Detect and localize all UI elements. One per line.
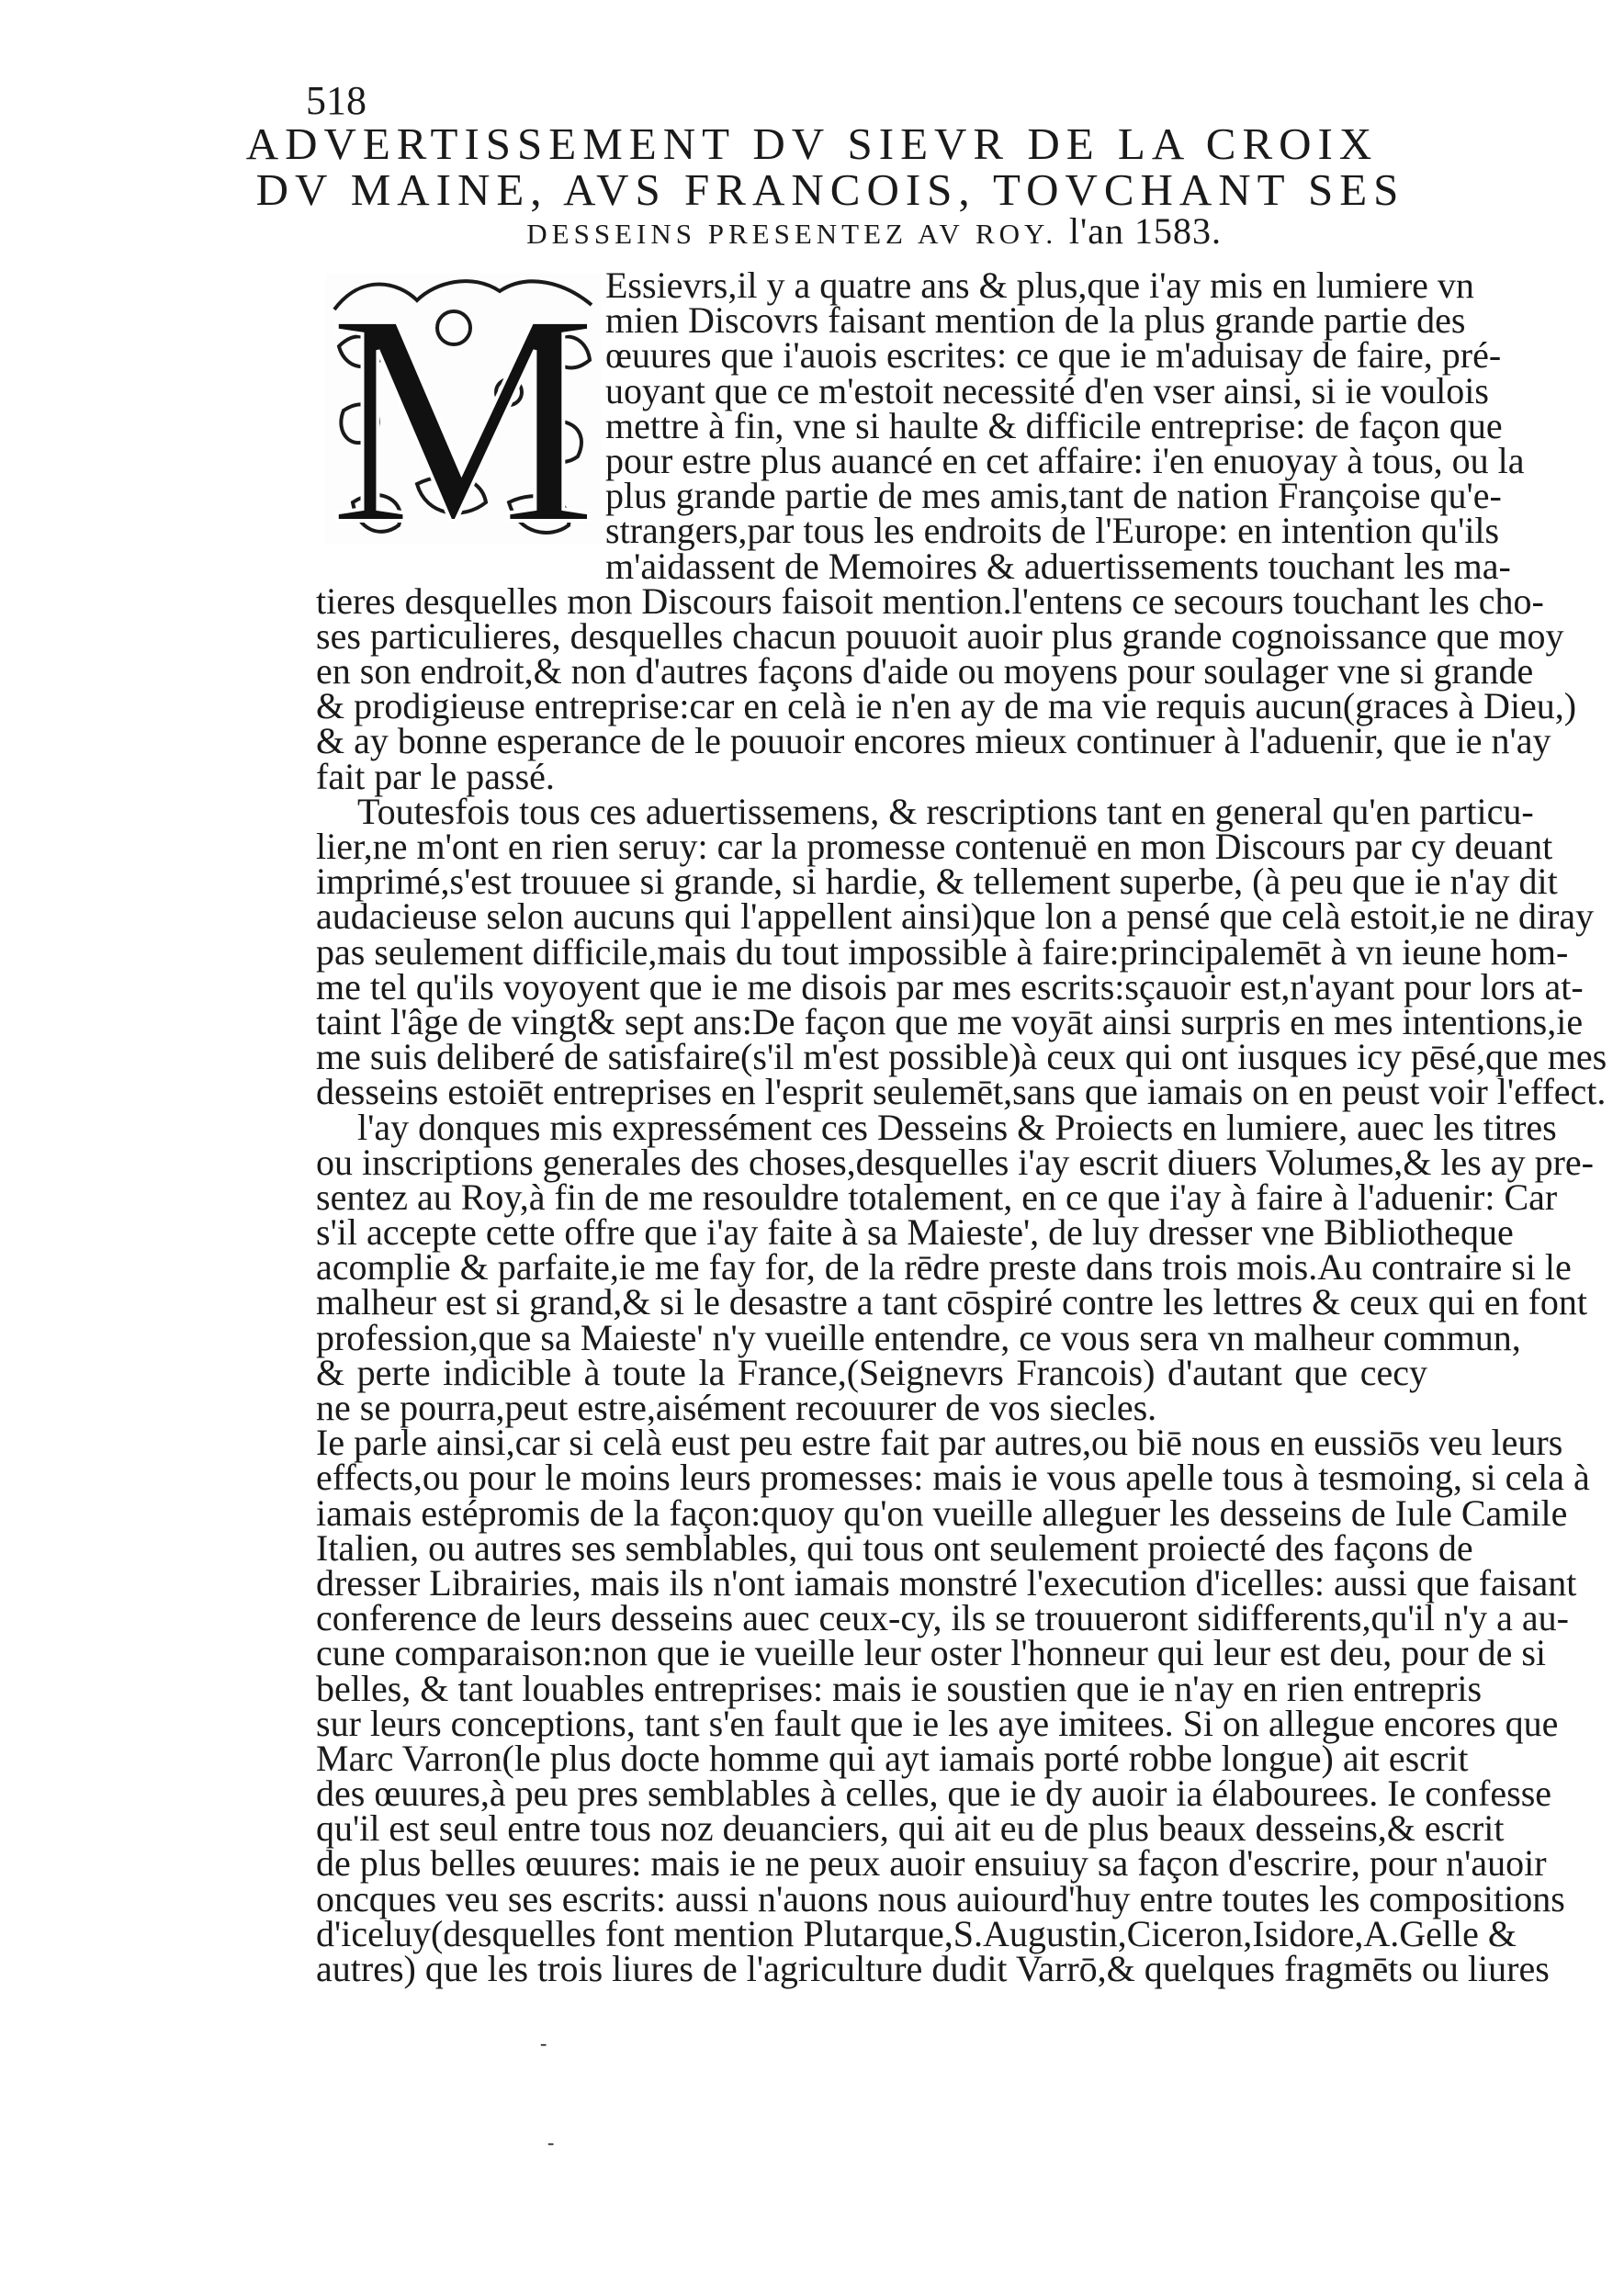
text-line: Toutesfois tous ces aduertissemens, & rescriptions tant en general qu'en particu- [357, 790, 1534, 832]
text-line: mettre à fin, vne si haulte & difficile entreprise: de façon que [605, 404, 1503, 446]
text-line: imprimé,s'est trouuee si grande, si hardie, & tellement superbe, (à peu que ie n'ay dit [316, 861, 1558, 903]
text-line: des œuures,à peu pres semblables à celles, que ie dy auoir ia élabourees. Ie confesse [316, 1773, 1552, 1815]
text-line: me suis deliberé de satisfaire(s'il m'est possible)à ceux qui ont iusques icy pēsé,que mes [316, 1036, 1607, 1078]
paragraph-1 [316, 264, 1577, 797]
text-line: audacieuse selon aucuns qui l'appellent ainsi)que lon a pensé que celà estoit,ie ne diray [316, 895, 1595, 938]
text-line: qu'il est seul entre tous noz deuanciers, qui ait eu de plus beaux desseins,& escrit [316, 1807, 1505, 1850]
text-line: pour estre plus auancé en cet affaire: i'en enuoyay à tous, ou la [605, 439, 1525, 481]
text-line: œuures que i'auois escrites: ce que ie m'aduisay de faire, pré- [605, 334, 1502, 377]
text-line: de plus belles œuures: mais ie ne peux auoir ensuiuy sa façon d'escrire, pour n'auoir [316, 1842, 1547, 1885]
heading-line-2: DV MAINE, AVS FRANCOIS, TOVCHANT SES [255, 164, 1405, 215]
paragraph-3 [316, 1106, 1594, 1428]
text-line: strangers,par tous les endroits de l'Europe: en intention qu'ils [605, 510, 1500, 552]
text-line: s'il accepte cette offre que i'ay faite à sa Maieste', de luy dresser vne Bibliotheque [316, 1211, 1514, 1254]
text-line: d'iceluy(desquelles font mention Plutarque,S.Augustin,Ciceron,Isidore,A.Gelle & [316, 1912, 1517, 1954]
text-line: me tel qu'ils voyoyent que ie me disois par mes escrits:sçauoir est,n'ayant pour lors at- [316, 965, 1584, 1007]
body-text [316, 264, 1607, 1989]
text-line: effects,ou pour le moins leurs promesses: mais ie vous apelle tous à tesmoing, si cela à [316, 1457, 1590, 1499]
text-line: oncques veu ses escrits: aussi n'auons nous auiourd'huy entre toutes les compositions [316, 1877, 1565, 1919]
paragraph-2 [316, 790, 1607, 1113]
heading-year: l'an 1583. [1068, 210, 1222, 252]
page-number: 518 [306, 78, 367, 123]
text-line: tieres desquelles mon Discours faisoit mention.l'entens ce secours touchant les cho- [316, 580, 1544, 622]
text-line: mien Discovrs faisant mention de la plus grande partie des [605, 299, 1466, 342]
text-line: ne se pourra,peut estre,aisément recouurer de vos siecles. [316, 1387, 1157, 1428]
text-line: dresser Librairies, mais ils n'ont iamais monstré l'execution d'icelles: aussi que faisant [316, 1561, 1577, 1604]
text-line: desseins estoiēt entreprises en l'esprit seulemēt,sans que iamais on en peust voir l'effect. [316, 1071, 1607, 1113]
heading-line-1: ADVERTISSEMENT DV SIEVR DE LA CROIX [245, 118, 1379, 169]
heading-line-3 [0, 209, 1222, 253]
dropcap-letter: M [328, 273, 598, 545]
text-line: iamais estépromis de la façon:quoy qu'on vueille alleguer les desseins de Iule Camile [316, 1491, 1568, 1534]
text-line: lier,ne m'ont en rien seruy: car la promesse contenuë en mon Discours par cy deuant [316, 826, 1553, 867]
text-line: pas seulement difficile,mais du tout impossible à faire:principalemēt à vn ieune hom- [316, 930, 1569, 973]
text-line: & ay bonne esperance de le pouuoir encores mieux continuer à l'aduenir, que ie n'ay [316, 720, 1551, 762]
text-line: Italien, ou autres ses semblables, qui tous ont seulement proiecté des façons de [316, 1526, 1473, 1569]
heading-line-3-text: DESSEINS PRESENTEZ AV ROY. [526, 218, 1058, 250]
text-line: en son endroit,& non d'autres façons d'aide ou moyens pour soulager vne si grande [316, 650, 1534, 692]
text-line: & perte indicible à toute la France,(Seignevrs Francois) d'autant que cecy [316, 1351, 1427, 1393]
text-line: sentez au Roy,à fin de me resouldre totalement, en ce que i'ay à faire à l'aduenir: Car [316, 1176, 1558, 1218]
text-line: uoyant que ce m'estoit necessité d'en vser ainsi, si ie voulois [605, 369, 1489, 411]
text-line: taint l'âge de vingt& sept ans:De façon que me voyāt ainsi surpris en mes intentions,ie [316, 1000, 1584, 1042]
text-line: ses particulieres, desquelles chacun pouuoit auoir plus grande cognoissance que moy [316, 614, 1564, 657]
text-line: autres) que les trois liures de l'agriculture dudit Varrō,& quelques fragmēts ou liures [316, 1948, 1550, 1989]
text-line: plus grande partie de mes amis,tant de nation Françoise qu'e- [605, 475, 1502, 517]
text-line: malheur est si grand,& si le desastre a tant cōspiré contre les lettres & ceux qui en font [316, 1281, 1588, 1323]
text-line: Marc Varron(le plus docte homme qui ayt iamais porté robbe longue) ait escrit [316, 1737, 1469, 1779]
text-line: Ie parle ainsi,car si celà eust peu estre fait par autres,ou biē nous en eussiōs veu leurs [316, 1422, 1563, 1464]
text-line: & prodigieuse entreprise:car en celà ie n'en ay de ma vie requis aucun(graces à Dieu,) [316, 685, 1577, 727]
text-line: Essievrs,il y a quatre ans & plus,que i'ay mis en lumiere vn [605, 264, 1474, 306]
text-line: cune comparaison:non que ie vueille leur oster l'honneur qui leur est deu, pour de si [316, 1632, 1547, 1674]
text-line: profession,que sa Maieste' n'y vueille entendre, ce vous sera vn malheur commun, [316, 1316, 1521, 1358]
text-line: fait par le passé. [316, 755, 555, 797]
text-line: conference de leurs desseins auec ceux-cy, ils se trouueront sidifferents,qu'il n'y a au- [316, 1597, 1569, 1639]
text-line: belles, & tant louables entreprises: mais ie soustien que ie n'ay en rien entrepris [316, 1667, 1483, 1709]
text-line: m'aidassent de Memoires & aduertissements touchant les ma- [605, 545, 1511, 587]
text-line: ou inscriptions generales des choses,desquelles i'ay escrit diuers Volumes,& les ay pre- [316, 1141, 1594, 1183]
text-line: sur leurs conceptions, tant s'en fault que ie les aye imitees. Si on allegue encores que [316, 1702, 1559, 1744]
text-line: acomplie & parfaite,ie me fay for, de la rēdre preste dans trois mois.Au contraire si le [316, 1246, 1572, 1289]
printer-mark: - [540, 2032, 547, 2054]
text-line: l'ay donques mis expressément ces Desseins & Proiects en lumiere, auec les titres [357, 1106, 1557, 1148]
printer-mark: - [547, 2131, 555, 2154]
paragraph-4 [316, 1422, 1590, 1989]
